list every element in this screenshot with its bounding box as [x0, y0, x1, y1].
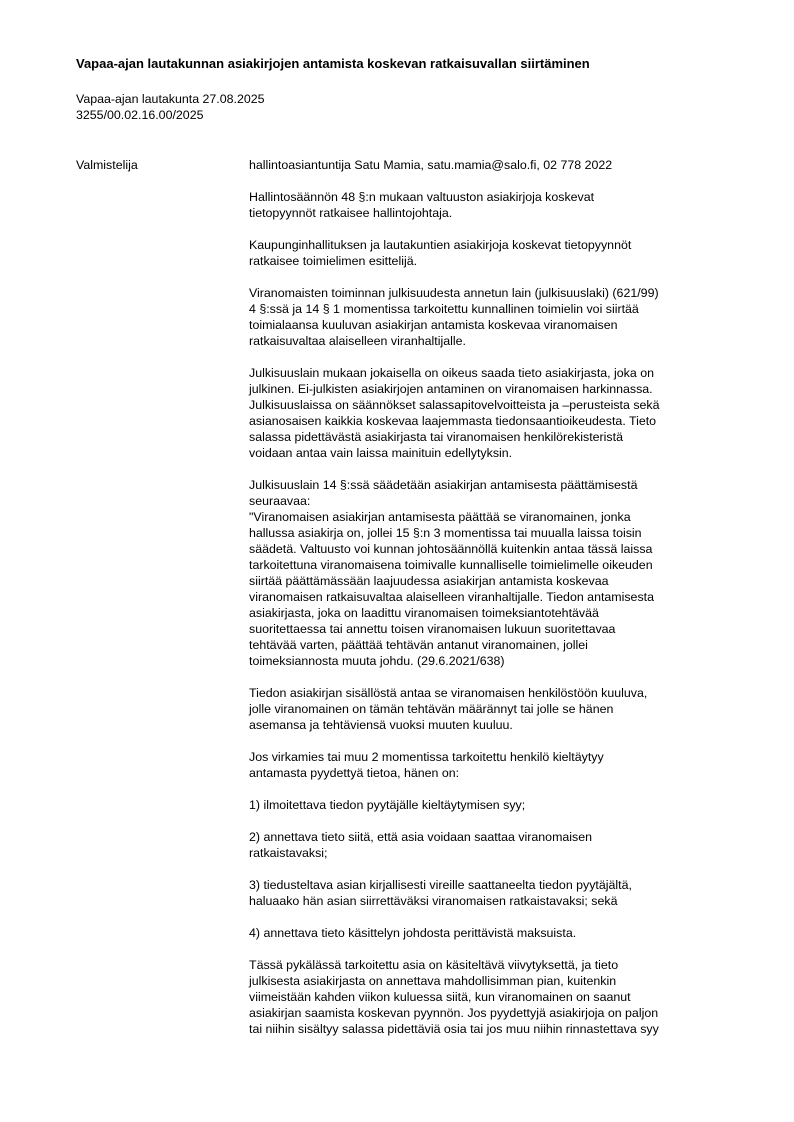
paragraph-line: tehtävää varten, päättää tehtävän antanut viranomainen, jollei [249, 638, 588, 652]
paragraph-line: tarkoitettuna viranomaisena toimivalle kunnalliselle toimielimelle oikeuden [249, 558, 653, 572]
paragraph-line: Tässä pykälässä tarkoitettu asia on käsiteltävä viivytyksettä, ja tieto [249, 958, 619, 972]
meeting-name: Vapaa-ajan lautakunta 27.08.2025 [76, 92, 265, 106]
paragraph [249, 877, 747, 909]
paragraph-line: julkisesta asiakirjasta on annettava mahdollisimman pian, kuitenkin [249, 974, 617, 988]
paragraph-line: viimeistään kahden viikon kuluessa siitä, kun viranomainen on saanut [249, 990, 631, 1004]
paragraph [249, 797, 747, 813]
preparer-info [249, 157, 747, 173]
paragraph-line: seuraavaa: [249, 494, 311, 508]
paragraph-line: "Viranomaisen asiakirjan antamisesta päättää se viranomainen, jonka [249, 510, 631, 524]
paragraph-line: salassa pidettävästä asiakirjasta tai viranomaisen henkilörekisteristä [249, 430, 623, 444]
paragraph-line: antamasta pyydettyä tietoa, hänen on: [249, 766, 460, 780]
paragraph-list [249, 189, 747, 1037]
paragraph-line: tietopyynnöt ratkaisee hallintojohtaja. [249, 206, 453, 220]
paragraph-line: 4 §:ssä ja 14 § 1 momentissa tarkoitettu kunnallinen toimielin voi siirtää [249, 302, 639, 316]
paragraph-line: 3) tiedusteltava asian kirjallisesti vireille saattaneelta tiedon pyytäjältä, [249, 878, 632, 892]
paragraph-line: viranomaisen ratkaisuvaltaa alaiselleen viranhaltijalle. Tiedon antamisesta [249, 590, 654, 604]
paragraph [249, 925, 747, 941]
paragraph-line: Kaupunginhallituksen ja lautakuntien asiakirjoja koskevat tietopyynnöt [249, 238, 632, 252]
paragraph-line: Julkisuuslaissa on säännökset salassapitovelvoitteista ja –perusteista sekä [249, 398, 660, 412]
paragraph [249, 957, 747, 1037]
paragraph-line: jolle viranomainen on tämän tehtävän määrännyt tai jolle se hänen [249, 702, 614, 716]
document-body [249, 157, 747, 1053]
paragraph-line: ratkaistavaksi; [249, 846, 328, 860]
paragraph-line: Hallintosäännön 48 §:n mukaan valtuuston asiakirjoja koskevat [249, 190, 595, 204]
paragraph-line: Julkisuuslain mukaan jokaisella on oikeus saada tieto asiakirjasta, joka on [249, 366, 654, 380]
paragraph-line: Jos virkamies tai muu 2 momentissa tarkoitettu henkilö kieltäytyy [249, 750, 604, 764]
paragraph-line: haluaako hän asian siirrettäväksi viranomaisen ratkaistavaksi; sekä [249, 894, 618, 908]
paragraph-line: tai niihin sisältyy salassa pidettäviä osia tai jos muu niihin rinnastettava syy [249, 1022, 659, 1036]
diary-number: 3255/00.02.16.00/2025 [76, 108, 204, 122]
meeting-meta [76, 91, 476, 123]
paragraph-line: asiakirjasta, joka on laadittu viranomaisen toimeksiantotehtävää [249, 606, 599, 620]
paragraph-line: 4) annettava tieto käsittelyn johdosta perittävistä maksuista. [249, 926, 577, 940]
paragraph-line: voidaan antaa vain laissa mainituin edellytyksin. [249, 446, 513, 460]
paragraph-line: toimialaansa kuuluvan asiakirjan antamista koskevaa viranomaisen [249, 318, 618, 332]
paragraph-line: Julkisuuslain 14 §:ssä säädetään asiakirjan antamisesta päättämisestä [249, 478, 638, 492]
paragraph [249, 749, 747, 781]
paragraph-line: julkinen. Ei-julkisten asiakirjojen antaminen on viranomaisen harkinnassa. [249, 382, 653, 396]
paragraph [249, 285, 747, 349]
paragraph-line: säädetä. Valtuusto voi kunnan johtosäännöllä kuitenkin antaa tässä laissa [249, 542, 653, 556]
paragraph [249, 365, 747, 461]
paragraph-line: ratkaisee toimielimen esittelijä. [249, 254, 418, 268]
paragraph-line: 2) annettava tieto siitä, että asia voidaan saattaa viranomaisen [249, 830, 593, 844]
paragraph [249, 829, 747, 861]
document-title: Vapaa-ajan lautakunnan asiakirjojen antamista koskevan ratkaisuvallan siirtäminen [76, 56, 590, 71]
paragraph-line: suoritettaessa tai annettu toisen viranomaisen lukuun suoritettavaa [249, 622, 616, 636]
preparer-label: Valmistelija [76, 158, 138, 172]
paragraph-line: Viranomaisten toiminnan julkisuudesta annetun lain (julkisuuslaki) (621/99) [249, 286, 659, 300]
paragraph-line: toimeksiannosta muuta johdu. (29.6.2021/638) [249, 654, 505, 668]
paragraph-line: Tiedon asiakirjan sisällöstä antaa se viranomaisen henkilöstöön kuuluva, [249, 686, 648, 700]
paragraph [249, 477, 747, 669]
paragraph-line: hallussa asiakirja on, jollei 15 §:n 3 momentissa tai muualla laissa toisin [249, 526, 642, 540]
paragraph [249, 237, 747, 269]
paragraph-line: asiakirjan saamista koskevan pyynnön. Jos pyydettyjä asiakirjoja on paljon [249, 1006, 659, 1020]
paragraph-line: siirtää päättämässään laajuudessa asiakirjan antamista koskevaa [249, 574, 609, 588]
paragraph [249, 685, 747, 733]
paragraph-line: asemansa ja tehtäviensä vuoksi muuten kuuluu. [249, 718, 513, 732]
paragraph-line: ratkaisuvaltaa alaiselleen viranhaltijalle. [249, 334, 466, 348]
preparer-line: hallintoasiantuntija Satu Mamia, satu.mamia@salo.fi, 02 778 2022 [249, 158, 613, 172]
paragraph-line: asianosaisen kaikkia koskevaa laajemmasta tiedonsaantioikeudesta. Tieto [249, 414, 657, 428]
paragraph-line: 1) ilmoitettava tiedon pyytäjälle kieltäytymisen syy; [249, 798, 526, 812]
paragraph [249, 189, 747, 221]
